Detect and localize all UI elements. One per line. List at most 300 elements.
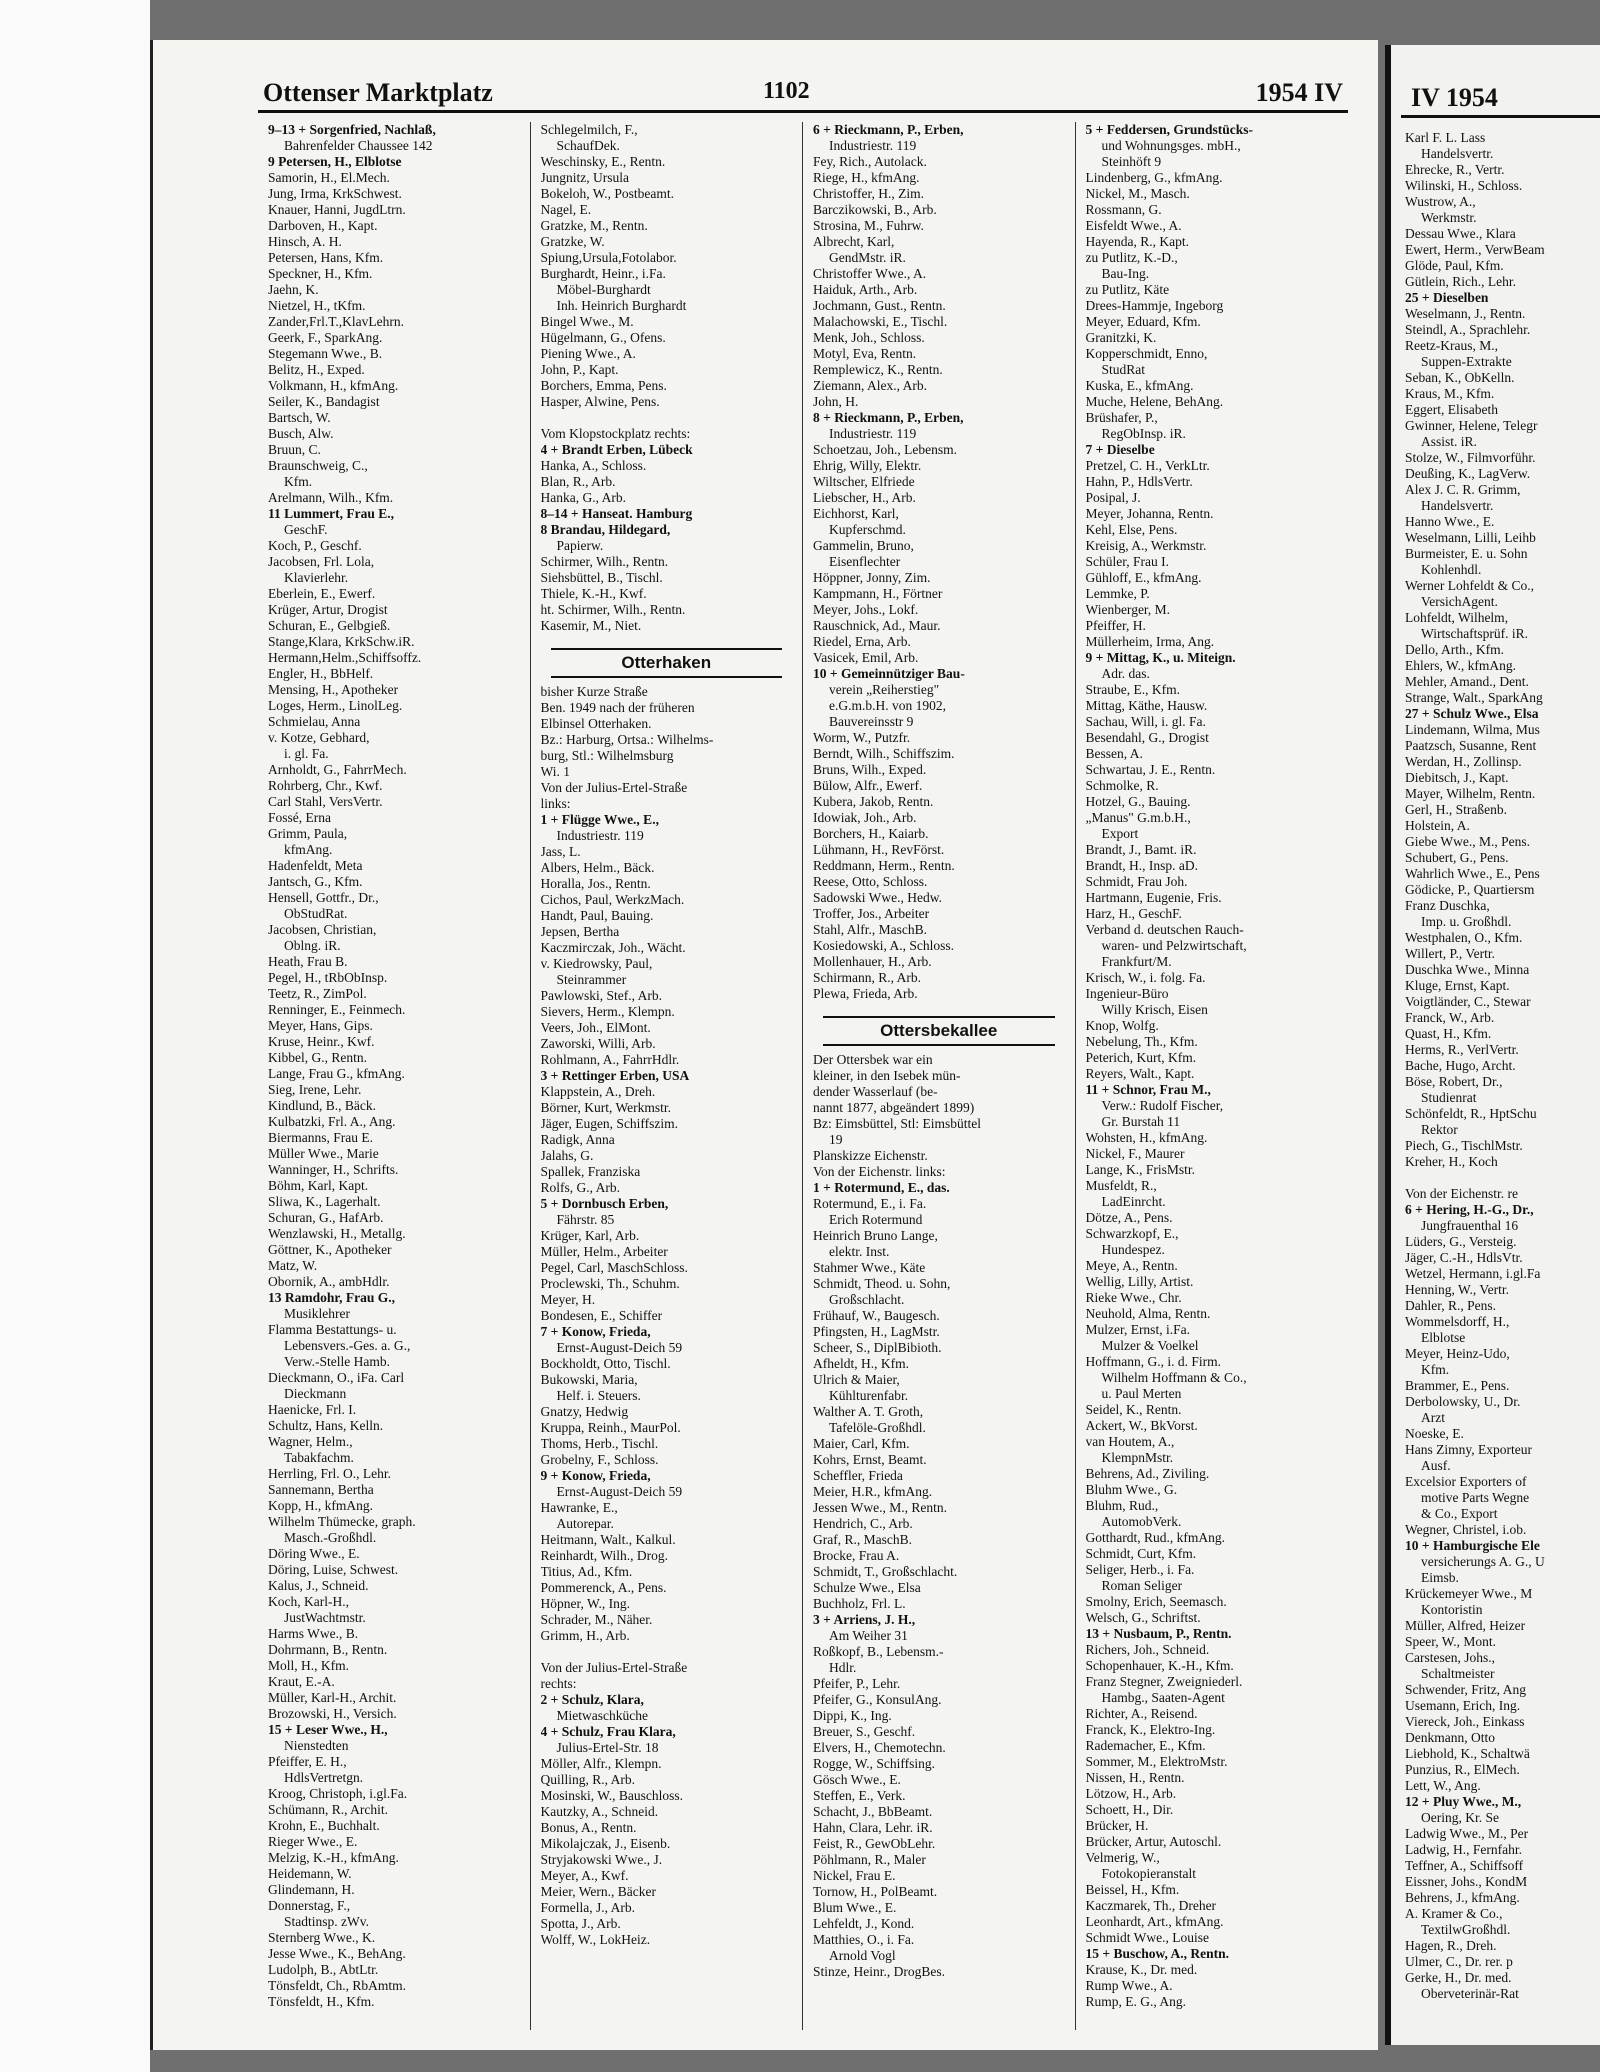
resident-entry: Meyer, Johanna, Rentn. [1085, 506, 1214, 521]
resident-entry: Hinsch, A. H. [268, 234, 342, 249]
resident-entry: Willy Krisch, Eisen [1101, 1002, 1208, 1017]
house-number-entry: 10 + Hamburgische Ele [1405, 1538, 1540, 1553]
resident-entry: Hdlr. [829, 1660, 857, 1675]
resident-entry: Fotokopieranstalt [1101, 1866, 1196, 1881]
resident-entry: i. gl. Fa. [284, 746, 329, 761]
resident-entry: Bruns, Wilh., Exped. [813, 762, 927, 777]
resident-entry: KlempnMstr. [1101, 1450, 1174, 1465]
resident-entry: Von der Eichenstr. re [1405, 1186, 1518, 1201]
resident-entry: Formella, J., Arb. [540, 1900, 635, 1915]
resident-entry: Kulbatzki, Frl. A., Ang. [268, 1114, 396, 1129]
facing-header-rule [1401, 115, 1600, 118]
resident-entry: Heidemann, W. [268, 1866, 352, 1881]
resident-entry: Heitmann, Walt., Kalkul. [540, 1532, 676, 1547]
resident-entry: Wohsten, H., kfmAng. [1085, 1130, 1208, 1145]
resident-entry: Schwender, Fritz, Ang [1405, 1682, 1526, 1697]
street-heading: Ottenser Marktplatz [263, 78, 493, 107]
resident-entry: Schmidt Wwe., Louise [1085, 1930, 1209, 1945]
resident-entry: Gütlein, Rich., Lehr. [1405, 274, 1516, 289]
resident-entry: Bz.: Harburg, Ortsa.: Wilhelms- [540, 732, 714, 747]
resident-entry: rechts: [540, 1676, 577, 1691]
resident-entry: Kruse, Heinr., Kwf. [268, 1034, 375, 1049]
resident-entry: Kaczmirczak, Joh., Wächt. [540, 940, 686, 955]
header-rule [258, 110, 1348, 113]
resident-entry: „Manus" G.m.b.H., [1085, 810, 1191, 825]
resident-entry: Proclewski, Th., Schuhm. [540, 1276, 680, 1291]
resident-entry: Wi. 1 [540, 764, 570, 779]
resident-entry: u. Paul Merten [1101, 1386, 1182, 1401]
resident-entry: Hasper, Alwine, Pens. [540, 394, 660, 409]
resident-entry: Gammelin, Bruno, [813, 538, 914, 553]
street-section-title: Ottersbekallee [823, 1016, 1055, 1046]
house-number-entry: 9 + Mittag, K., u. Miteign. [1085, 650, 1236, 665]
resident-entry: Bahrenfelder Chaussee 142 [284, 138, 433, 153]
resident-entry: Glindemann, H. [268, 1882, 355, 1897]
resident-entry: Smolny, Erich, Seemasch. [1085, 1594, 1227, 1609]
resident-entry: Brocke, Frau A. [813, 1548, 900, 1563]
resident-entry: Bauvereinsstr 9 [829, 714, 914, 729]
resident-entry [541, 1644, 793, 1660]
resident-entry: Scheffler, Frieda [813, 1468, 903, 1483]
resident-entry: Lett, W., Ang. [1405, 1778, 1481, 1793]
resident-entry: Haenicke, Frl. I. [268, 1402, 357, 1417]
resident-entry: Nietzel, H., tKfm. [268, 298, 366, 313]
resident-entry: Gösch Wwe., E. [813, 1772, 901, 1787]
resident-entry: Punzius, R., ElMech. [1405, 1762, 1520, 1777]
resident-entry: Ziemann, Alex., Arb. [813, 378, 927, 393]
resident-entry: Schacht, J., BbBeamt. [813, 1804, 933, 1819]
resident-entry: Steindl, A., Sprachlehr. [1405, 322, 1531, 337]
resident-entry: Kasemir, M., Niet. [540, 618, 642, 633]
resident-entry: Teffner, A., Schiffsoff [1405, 1858, 1524, 1873]
resident-entry: Scheer, S., DiplBibioth. [813, 1340, 942, 1355]
resident-entry: Schmidt, T., Großschlacht. [813, 1564, 958, 1579]
resident-entry: Donnerstag, F., [268, 1898, 351, 1913]
resident-entry: Pfeifer, P., Lehr. [813, 1676, 901, 1691]
resident-entry: Am Weiher 31 [829, 1628, 908, 1643]
resident-entry: Herms, R., VerlVertr. [1405, 1042, 1519, 1057]
resident-entry: Eberlein, E., Ewerf. [268, 586, 376, 601]
resident-entry: Feist, R., GewObLehr. [813, 1836, 936, 1851]
resident-entry: Duschka Wwe., Minna [1405, 962, 1530, 977]
resident-entry: Gerke, H., Dr. med. [1405, 1970, 1512, 1985]
resident-entry: Steffen, E., Verk. [813, 1788, 906, 1803]
resident-entry: Stegemann Wwe., B. [268, 346, 383, 361]
resident-entry: Karl F. L. Lass [1405, 130, 1486, 145]
resident-entry: Ulmer, C., Dr. rer. p [1405, 1954, 1513, 1969]
resident-entry: Wirtschaftsprüf. iR. [1421, 626, 1529, 641]
resident-entry: Knauer, Hanni, JugdLtrn. [268, 202, 406, 217]
resident-entry: Möbel-Burghardt [556, 282, 651, 297]
resident-entry: Quast, H., Kfm. [1405, 1026, 1492, 1041]
resident-entry: Von der Eichenstr. links: [813, 1164, 946, 1179]
resident-entry: Lange, K., FrisMstr. [1085, 1162, 1195, 1177]
resident-entry: Lindemann, Wilma, Mus [1405, 722, 1540, 737]
resident-entry: GendMstr. iR. [829, 250, 906, 265]
resident-entry: Arzt [1421, 1410, 1445, 1425]
resident-entry: Lange, Frau G., kfmAng. [268, 1066, 405, 1081]
resident-entry: Dessau Wwe., Klara [1405, 226, 1516, 241]
resident-entry: Schönfeldt, R., HptSchu [1405, 1106, 1537, 1121]
resident-entry: Braunschweig, C., [268, 458, 368, 473]
resident-entry: Engler, H., BbHelf. [268, 666, 374, 681]
house-number-entry: 9 Petersen, H., Elblotse [268, 154, 402, 169]
resident-entry: Reese, Otto, Schloss. [813, 874, 928, 889]
resident-entry: Kampmann, H., Förtner [813, 586, 943, 601]
resident-entry: Mensing, H., Apotheker [268, 682, 399, 697]
resident-entry: Rump Wwe., A. [1085, 1978, 1173, 1993]
resident-entry: Krause, K., Dr. med. [1085, 1962, 1198, 1977]
resident-entry: Posipal, J. [1085, 490, 1141, 505]
resident-entry: Arnholdt, G., FahrrMech. [268, 762, 407, 777]
resident-entry: Ewert, Herm., VerwBeam [1405, 242, 1545, 257]
resident-entry: Koch, Karl-H., [268, 1594, 349, 1609]
house-number-entry: 2 + Schulz, Klara, [540, 1692, 644, 1707]
resident-entry: Elblotse [1421, 1330, 1466, 1345]
resident-entry: Export [1101, 826, 1139, 841]
resident-entry: Elvers, H., Chemotechn. [813, 1740, 946, 1755]
resident-entry: Schoetzau, Joh., Lebensm. [813, 442, 957, 457]
resident-entry: zu Putlitz, Käte [1085, 282, 1170, 297]
resident-entry: Schüler, Frau I. [1085, 554, 1169, 569]
resident-entry: Nickel, M., Masch. [1085, 186, 1190, 201]
resident-entry: Kopp, H., kfmAng. [268, 1498, 373, 1513]
resident-entry: Bukowski, Maria, [540, 1372, 638, 1387]
resident-entry: Planskizze Eichenstr. [813, 1148, 928, 1163]
resident-entry: Schirmann, R., Arb. [813, 970, 921, 985]
resident-entry: Der Ottersbek war ein [813, 1052, 933, 1067]
resident-entry: Fährstr. 85 [556, 1212, 615, 1227]
resident-entry: Strange, Walt., SparkAng [1405, 690, 1543, 705]
resident-entry: Großschlacht. [829, 1292, 905, 1307]
resident-entry: Kruppa, Reinh., MaurPol. [540, 1420, 681, 1435]
column-4 [1076, 122, 1349, 2030]
resident-entry: Ludolph, B., AbtLtr. [268, 1962, 379, 1977]
resident-entry: Hagen, R., Dreh. [1405, 1938, 1497, 1953]
resident-entry: Riege, H., kfmAng. [813, 170, 920, 185]
resident-entry: Kopperschmidt, Enno, [1085, 346, 1208, 361]
resident-entry: Adr. das. [1101, 666, 1150, 681]
resident-entry: Veers, Joh., ElMont. [540, 1020, 651, 1035]
resident-entry: Handelsvertr. [1421, 498, 1494, 513]
resident-entry: Gödicke, P., Quartiersm [1405, 882, 1535, 897]
resident-entry: Eisfeldt Wwe., A. [1085, 218, 1182, 233]
resident-entry: motive Parts Wegne [1421, 1490, 1530, 1505]
resident-entry: John, H. [813, 394, 859, 409]
resident-entry: Spiung,Ursula,Fotolabor. [540, 250, 677, 265]
resident-entry: Frankfurt/M. [1101, 954, 1172, 969]
resident-entry: Richter, A., Reisend. [1085, 1706, 1198, 1721]
resident-entry: Maier, Carl, Kfm. [813, 1436, 910, 1451]
resident-entry: Seliger, Herb., i. Fa. [1085, 1562, 1195, 1577]
resident-entry: Hayenda, R., Kapt. [1085, 234, 1189, 249]
resident-entry: Behrens, J., kfmAng. [1405, 1890, 1520, 1905]
resident-entry: Schümann, R., Archit. [268, 1802, 388, 1817]
facing-column [1405, 130, 1600, 2002]
resident-entry: Bingel Wwe., M. [540, 314, 634, 329]
resident-entry: Reyers, Walt., Kapt. [1085, 1066, 1195, 1081]
resident-entry: Belitz, H., Exped. [268, 362, 365, 377]
resident-entry: Verw.-Stelle Hamb. [284, 1354, 390, 1369]
resident-entry: Westphalen, O., Kfm. [1405, 930, 1523, 945]
resident-entry: Bache, Hugo, Archt. [1405, 1058, 1516, 1073]
resident-entry: Möller, Alfr., Klempn. [540, 1756, 662, 1771]
resident-entry: Jäger, C.-H., HdlsVtr. [1405, 1250, 1523, 1265]
resident-entry: Rohlmann, A., FahrrHdlr. [540, 1052, 680, 1067]
resident-entry: Walther A. T. Groth, [813, 1404, 924, 1419]
house-number-entry: 25 + Dieselben [1405, 290, 1489, 305]
resident-entry: 19 [829, 1132, 843, 1147]
resident-entry: Thiele, K.-H., Kwf. [540, 586, 647, 601]
resident-entry: Straube, E., Kfm. [1085, 682, 1180, 697]
resident-entry: Samorin, H., El.Mech. [268, 170, 390, 185]
facing-page [1385, 45, 1600, 2045]
resident-entry: Kühlturenfabr. [829, 1388, 909, 1403]
resident-entry: Industriestr. 119 [829, 138, 917, 153]
resident-entry: Industriestr. 119 [556, 828, 644, 843]
resident-entry: Rieger Wwe., E. [268, 1834, 358, 1849]
resident-entry: Berndt, Wilh., Schiffszim. [813, 746, 955, 761]
resident-entry: Brandt, J., Bamt. iR. [1085, 842, 1197, 857]
resident-entry: Eggert, Elisabeth [1405, 402, 1498, 417]
resident-entry: Jantsch, G., Kfm. [268, 874, 363, 889]
resident-entry: Idowiak, Joh., Arb. [813, 810, 917, 825]
resident-entry: Böhm, Karl, Kapt. [268, 1178, 369, 1193]
house-number-entry: 13 + Nusbaum, P., Rentn. [1085, 1626, 1232, 1641]
resident-entry: Meyer, Hans, Gips. [268, 1018, 373, 1033]
resident-entry: Musiklehrer [284, 1306, 350, 1321]
resident-entry: Helf. i. Steuers. [556, 1388, 641, 1403]
resident-entry: Ackert, W., BkVorst. [1085, 1418, 1198, 1433]
resident-entry: bisher Kurze Straße [540, 684, 648, 699]
resident-entry: Bonus, A., Rentn. [540, 1820, 637, 1835]
resident-entry: Eichhorst, Karl, [813, 506, 899, 521]
columns [258, 122, 1348, 2030]
resident-entry: Handt, Paul, Bauing. [540, 908, 654, 923]
resident-entry: Spotta, J., Arb. [540, 1916, 621, 1931]
resident-entry: Krüger, Artur, Drogist [268, 602, 388, 617]
resident-entry: RegObInsp. iR. [1101, 426, 1186, 441]
resident-entry: Hahn, Clara, Lehr. iR. [813, 1820, 933, 1835]
resident-entry: Ingenieur-Büro [1085, 986, 1169, 1001]
resident-entry: Nickel, F., Maurer [1085, 1146, 1185, 1161]
resident-entry: Neuhold, Alma, Rentn. [1085, 1306, 1211, 1321]
resident-entry: Heath, Frau B. [268, 954, 348, 969]
column-2 [531, 122, 804, 2030]
resident-entry: Carl Stahl, VersVertr. [268, 794, 383, 809]
resident-entry: Schultz, Hans, Kelln. [268, 1418, 384, 1433]
resident-entry: Jessen Wwe., M., Rentn. [813, 1500, 947, 1515]
resident-entry: Werner Lohfeldt & Co., [1405, 578, 1535, 593]
resident-entry: Jalahs, G. [540, 1148, 594, 1163]
resident-entry: Schmolke, R. [1085, 778, 1159, 793]
resident-entry: Schmidt, Frau Joh. [1085, 874, 1188, 889]
resident-entry: Kroog, Christoph, i.gl.Fa. [268, 1786, 408, 1801]
resident-entry: Obornik, A., ambHdlr. [268, 1274, 390, 1289]
resident-entry: versicherungs A. G., U [1421, 1554, 1545, 1569]
resident-entry: Stahl, Alfr., MaschB. [813, 922, 927, 937]
resident-entry: Koch, P., Geschf. [268, 538, 362, 553]
resident-entry: Plewa, Frieda, Arb. [813, 986, 918, 1001]
resident-entry: Tornow, H., PolBeamt. [813, 1884, 938, 1899]
resident-entry: Kindlund, B., Bäck. [268, 1098, 376, 1113]
resident-entry: Roßkopf, B., Lebensm.- [813, 1644, 944, 1659]
resident-entry: Müller, Helm., Arbeiter [540, 1244, 668, 1259]
resident-entry: Schirmer, Wilh., Rentn. [540, 554, 669, 569]
resident-entry: Kfm. [284, 474, 313, 489]
resident-entry: Willert, P., Vertr. [1405, 946, 1495, 961]
resident-entry: Studienrat [1421, 1090, 1477, 1105]
house-number-entry: 15 + Buschow, A., Rentn. [1085, 1946, 1229, 1961]
resident-entry: Teetz, R., ZimPol. [268, 986, 367, 1001]
resident-entry: Dahler, R., Pens. [1405, 1298, 1496, 1313]
resident-entry: Carstesen, Johs., [1405, 1650, 1495, 1665]
resident-entry: Grimm, Paula, [268, 826, 348, 841]
resident-entry: Kluge, Ernst, Kapt. [1405, 978, 1510, 993]
resident-entry: Schwartau, J. E., Rentn. [1085, 762, 1216, 777]
resident-entry: Melzig, K.-H., kfmAng. [268, 1850, 399, 1865]
resident-entry: Breuer, S., Geschf. [813, 1724, 916, 1739]
resident-entry: Höpner, W., Ing. [540, 1596, 630, 1611]
resident-entry [1405, 1170, 1600, 1186]
resident-entry: Blan, R., Arb. [540, 474, 616, 489]
resident-entry: Piening Wwe., A. [540, 346, 636, 361]
resident-entry: Pegel, H., tRbObInsp. [268, 970, 388, 985]
resident-entry: Zaworski, Willi, Arb. [540, 1036, 656, 1051]
resident-entry: Titius, Ad., Kfm. [540, 1564, 633, 1579]
resident-entry: Brücker, H. [1085, 1818, 1149, 1833]
resident-entry: Assist. iR. [1421, 434, 1477, 449]
resident-entry: burg, Stl.: Wilhelmsburg [540, 748, 674, 763]
resident-entry: Loges, Herm., LinolLeg. [268, 698, 403, 713]
street-section-title: Otterhaken [551, 648, 783, 678]
resident-entry: TextilwGroßhdl. [1421, 1922, 1511, 1937]
resident-entry: Nienstedten [284, 1738, 349, 1753]
resident-entry: Hartmann, Eugenie, Fris. [1085, 890, 1222, 905]
resident-entry: v. Kiedrowsky, Paul, [540, 956, 653, 971]
resident-entry: Klappstein, A., Dreh. [540, 1084, 656, 1099]
resident-entry: Pfeiffer, E. H., [268, 1754, 347, 1769]
resident-entry: Ausf. [1421, 1458, 1451, 1473]
resident-entry: Deußing, K., LagVerw. [1405, 466, 1531, 481]
resident-entry: JustWachtmstr. [284, 1610, 366, 1625]
resident-entry: Stange,Klara, KrkSchw.iR. [268, 634, 415, 649]
resident-entry: Gotthardt, Rud., kfmAng. [1085, 1530, 1225, 1545]
resident-entry: Meyer, Eduard, Kfm. [1085, 314, 1201, 329]
resident-entry: SchaufDek. [556, 138, 620, 153]
resident-entry: Schubert, G., Pens. [1405, 850, 1509, 865]
resident-entry: Meyer, Heinz-Udo, [1405, 1346, 1510, 1361]
resident-entry: Nagel, E. [540, 202, 592, 217]
resident-entry: Mehler, Amand., Dent. [1405, 674, 1529, 689]
resident-entry: Gwinner, Helene, Telegr [1405, 418, 1538, 433]
resident-entry: Schulze Wwe., Elsa [813, 1580, 921, 1595]
resident-entry: Horalla, Jos., Rentn. [540, 876, 651, 891]
resident-entry: Kuska, E., kfmAng. [1085, 378, 1194, 393]
resident-entry: Hahn, P., HdlsVertr. [1085, 474, 1193, 489]
resident-entry: Gerl, H., Straßenb. [1405, 802, 1507, 817]
resident-entry: Höppner, Jonny, Zim. [813, 570, 931, 585]
resident-entry: Drees-Hammje, Ingeborg [1085, 298, 1224, 313]
resident-entry: Arnold Vogl [829, 1948, 896, 1963]
resident-entry: Schaltmeister [1421, 1666, 1495, 1681]
house-number-entry: 13 Ramdohr, Frau G., [268, 1290, 396, 1305]
resident-entry: nannt 1877, abgeändert 1899) [813, 1100, 975, 1115]
resident-entry: Mulzer, Ernst, i.Fa. [1085, 1322, 1190, 1337]
resident-entry: Schmidt, Theod. u. Sohn, [813, 1276, 951, 1291]
resident-entry: Flamma Bestattungs- u. [268, 1322, 397, 1337]
resident-entry: Piech, G., TischlMstr. [1405, 1138, 1523, 1153]
resident-entry: Kohrs, Ernst, Beamt. [813, 1452, 927, 1467]
resident-entry: Moll, H., Kfm. [268, 1658, 349, 1673]
resident-entry: Jepsen, Bertha [540, 924, 620, 939]
resident-entry: Holstein, A. [1405, 818, 1470, 833]
resident-entry: Matz, W. [268, 1258, 318, 1273]
resident-entry: Renninger, E., Feinmech. [268, 1002, 406, 1017]
resident-entry: Troffer, Jos., Arbeiter [813, 906, 930, 921]
resident-entry: Giebe Wwe., M., Pens. [1405, 834, 1530, 849]
resident-entry: und Wohnungsges. mbH., [1101, 138, 1241, 153]
resident-entry: Richers, Joh., Schneid. [1085, 1642, 1210, 1657]
resident-entry: Sachau, Will, i. gl. Fa. [1085, 714, 1206, 729]
resident-entry: Rademacher, E., Kfm. [1085, 1738, 1206, 1753]
resident-entry: Mikolajczak, J., Eisenb. [540, 1836, 671, 1851]
resident-entry: Hermann,Helm.,Schiffsoffz. [268, 650, 422, 665]
resident-entry: Stadtinsp. zWv. [284, 1914, 369, 1929]
resident-entry: Steinhöft 9 [1101, 154, 1162, 169]
resident-entry: Handelsvertr. [1421, 146, 1494, 161]
resident-entry: Ernst-August-Deich 59 [556, 1340, 683, 1355]
house-number-entry: 15 + Leser Wwe., H., [268, 1722, 388, 1737]
resident-entry: Welsch, G., Schriftst. [1085, 1610, 1201, 1625]
resident-entry: Kupferschmd. [829, 522, 906, 537]
resident-entry: Müller, Alfred, Heizer [1405, 1618, 1526, 1633]
house-number-entry: 27 + Schulz Wwe., Elsa [1405, 706, 1539, 721]
resident-entry: Eissner, Johs., KondM [1405, 1874, 1528, 1889]
resident-entry: Tönsfeldt, Ch., RbAmtm. [268, 1978, 406, 1993]
resident-entry: Sannemann, Bertha [268, 1482, 374, 1497]
resident-entry: Wegner, Christel, i.ob. [1405, 1522, 1527, 1537]
resident-entry: Hoffmann, G., i. d. Firm. [1085, 1354, 1221, 1369]
resident-entry: Rieke Wwe., Chr. [1085, 1290, 1182, 1305]
resident-entry: e.G.m.b.H. von 1902, [829, 698, 946, 713]
resident-entry: Kubera, Jakob, Rentn. [813, 794, 934, 809]
resident-entry: Leonhardt, Art., kfmAng. [1085, 1914, 1224, 1929]
resident-entry: Lohfeldt, Wilhelm, [1405, 610, 1509, 625]
resident-entry: Kautzky, A., Schneid. [540, 1804, 659, 1819]
resident-entry: Kfm. [1421, 1362, 1450, 1377]
resident-entry: Geerk, F., SparkAng. [268, 330, 383, 345]
resident-entry: Imp. u. Großhdl. [1421, 914, 1512, 929]
resident-entry: Beissel, H., Kfm. [1085, 1882, 1180, 1897]
resident-entry: Ladwig, H., Fernfahr. [1405, 1842, 1522, 1857]
resident-entry: Müller, Karl-H., Archit. [268, 1690, 397, 1705]
resident-entry: Weselmann, Lilli, Leihb [1405, 530, 1536, 545]
resident-entry: Knop, Wolfg. [1085, 1018, 1159, 1033]
resident-entry: Wellig, Lilly, Artist. [1085, 1274, 1194, 1289]
resident-entry: Verband d. deutschen Rauch- [1085, 922, 1244, 937]
house-number-entry: 12 + Pluy Wwe., M., [1405, 1794, 1522, 1809]
resident-entry: Werdan, H., Zollinsp. [1405, 754, 1522, 769]
resident-entry: Riedel, Erna, Arb. [813, 634, 911, 649]
resident-entry: Buchholz, Frl. L. [813, 1596, 906, 1611]
house-number-entry: 11 + Schnor, Frau M., [1085, 1082, 1211, 1097]
resident-entry: Schmidt, Curt, Kfm. [1085, 1546, 1197, 1561]
resident-entry: Rump, E. G., Ang. [1085, 1994, 1187, 2009]
resident-entry: Ehrig, Willy, Elektr. [813, 458, 922, 473]
resident-entry: Wenzlawski, H., Metallg. [268, 1226, 406, 1241]
resident-entry: Ladwig Wwe., M., Per [1405, 1826, 1529, 1841]
